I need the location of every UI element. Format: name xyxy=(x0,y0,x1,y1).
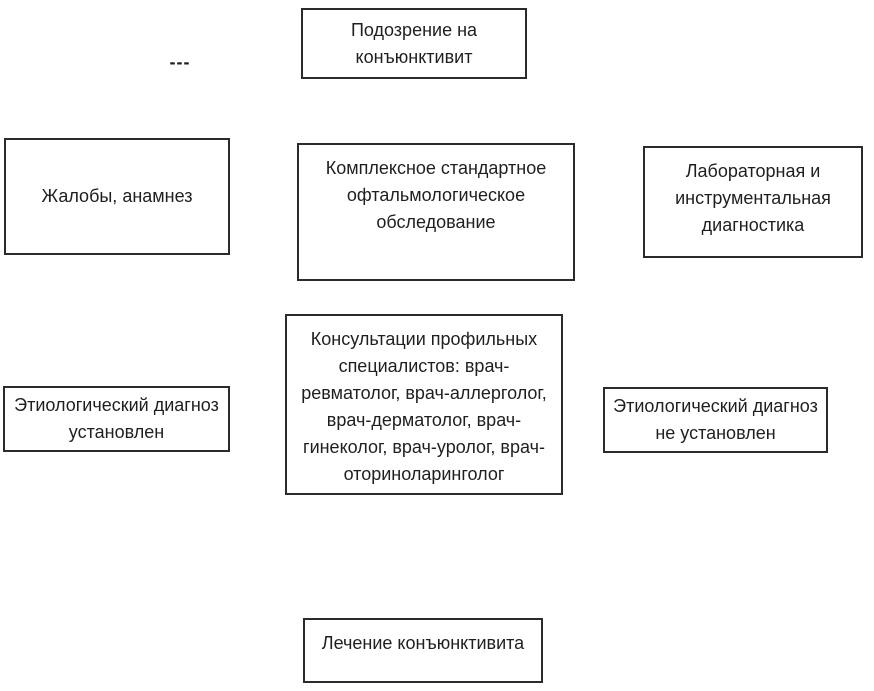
node-standard-ophthalmologic-examination xyxy=(297,143,575,281)
node-label: Лечение конъюнктивита xyxy=(321,633,525,653)
node-label: Этиологический диагноз не установлен xyxy=(613,396,818,443)
node-label: Лабораторная и инструментальная диагностика xyxy=(675,161,831,235)
dashes-label: --- xyxy=(169,52,191,72)
node-conjunctivitis-treatment xyxy=(303,618,543,683)
node-etiologic-diagnosis-not-established xyxy=(603,387,828,453)
node-suspicion-of-conjunctivitis xyxy=(301,8,527,79)
node-label: Подозрение на конъюнктивит xyxy=(350,19,478,67)
node-etiologic-diagnosis-established xyxy=(3,386,230,452)
node-label: Комплексное стандартное офтальмологическое обследование xyxy=(325,158,547,232)
node-laboratory-instrumental-diagnostics xyxy=(643,146,863,258)
node-complaints-anamnesis xyxy=(4,138,230,255)
node-label: Этиологический диагноз установлен xyxy=(14,395,219,442)
node-specialist-consultations xyxy=(285,314,563,495)
node-label: Жалобы, анамнез xyxy=(41,186,193,206)
node-label: Консультации профильных специалистов: врач-ревматолог, врач-аллерголог, врач-дерматолог, врач-гинеколог, врач-уролог, врач-оториноларинголог xyxy=(301,329,547,484)
